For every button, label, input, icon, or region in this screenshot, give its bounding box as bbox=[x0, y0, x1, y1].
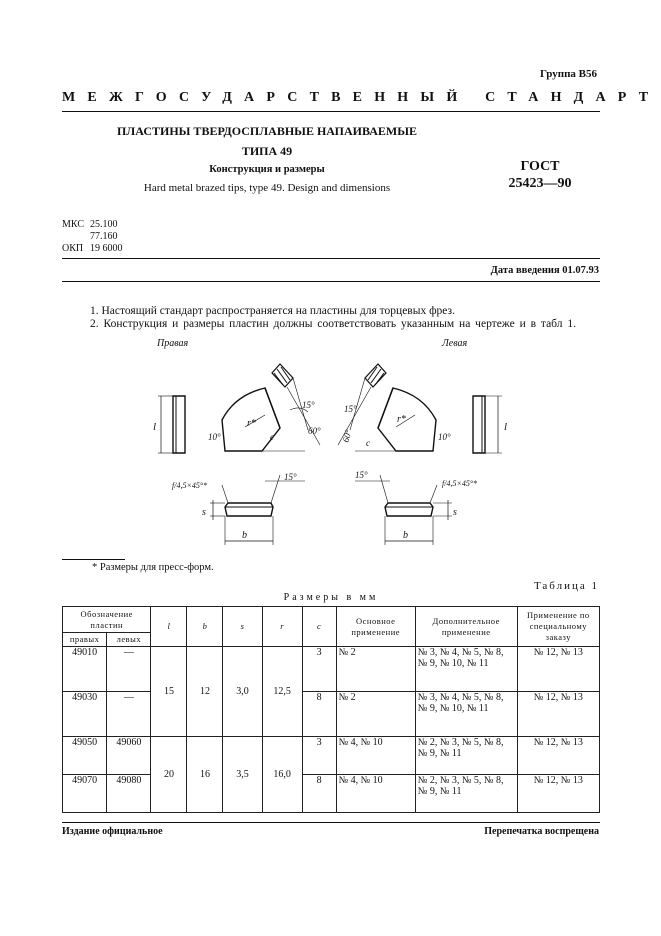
angle-10-left: 10° bbox=[438, 432, 451, 442]
cell-r: 12,5 bbox=[262, 647, 302, 737]
cell-b: 12 bbox=[187, 647, 223, 737]
header-extra: Дополнительное применение bbox=[415, 607, 517, 647]
cell-s: 3,5 bbox=[223, 737, 262, 813]
group-code: Группа В56 bbox=[539, 68, 597, 80]
right-insert-drawing bbox=[153, 364, 321, 545]
cell-c: 8 bbox=[302, 775, 336, 813]
mks-label: МКС bbox=[62, 219, 84, 230]
footnote: * Размеры для пресс-форм. bbox=[92, 562, 214, 573]
dimensions-table bbox=[62, 606, 600, 813]
angle-15-right-lower: 15° bbox=[284, 472, 297, 482]
table-row bbox=[63, 775, 600, 813]
dim-c-left: c bbox=[366, 438, 370, 448]
cell-c: 3 bbox=[302, 737, 336, 775]
mks-code-2: 77.160 bbox=[90, 231, 118, 242]
cell-right: 49010 bbox=[63, 647, 107, 692]
dim-l-right: l bbox=[153, 421, 157, 433]
footnote-rule bbox=[62, 559, 125, 560]
cell-c: 8 bbox=[302, 692, 336, 737]
cell-extra: № 2, № 3, № 5, № 8, № 9, № 11 bbox=[415, 775, 517, 813]
gost-code: 25423—90 bbox=[508, 176, 572, 191]
cell-b: 16 bbox=[187, 737, 223, 813]
chamfer-right: f/4,5×45°* bbox=[172, 481, 208, 490]
dim-c-right: c bbox=[270, 432, 274, 442]
header-r: r bbox=[262, 607, 302, 647]
doc-subtitle: Конструкция и размеры bbox=[209, 164, 325, 175]
table-row bbox=[63, 692, 600, 737]
cell-extra: № 3, № 4, № 5, № 8, № 9, № 10, № 11 bbox=[415, 647, 517, 692]
cell-main: № 4, № 10 bbox=[336, 737, 415, 775]
table-caption: Таблица 1 bbox=[533, 580, 599, 592]
effective-date bbox=[491, 265, 599, 276]
table-units: Размеры в мм bbox=[283, 592, 379, 603]
header-rule bbox=[62, 111, 600, 112]
footer-rule bbox=[62, 822, 600, 823]
date-value: 01.07.93 bbox=[562, 265, 599, 276]
date-underline bbox=[62, 281, 600, 282]
date-label: Дата введения bbox=[490, 265, 560, 276]
classification-codes bbox=[62, 219, 123, 255]
chamfer-left: f/4,5×45°* bbox=[442, 479, 478, 488]
reprint-prohibited: Перепечатка воспрещена bbox=[484, 826, 599, 837]
cell-c: 3 bbox=[302, 647, 336, 692]
gost-number bbox=[495, 158, 585, 192]
okp-label: ОКП bbox=[62, 243, 84, 254]
doc-title: ПЛАСТИНЫ ТВЕРДОСПЛАВНЫЕ НАПАИВАЕМЫЕ bbox=[116, 124, 418, 138]
cell-right: 49070 bbox=[63, 775, 107, 813]
cell-special: № 12, № 13 bbox=[517, 737, 599, 775]
header-main: Основное применение bbox=[336, 607, 415, 647]
angle-10-right: 10° bbox=[208, 432, 221, 442]
angle-15-left-lower: 15° bbox=[355, 470, 368, 480]
angle-15-right: 15° bbox=[302, 400, 315, 410]
cell-right: 49050 bbox=[63, 737, 107, 775]
cell-main: № 2 bbox=[336, 647, 415, 692]
cell-l: 20 bbox=[151, 737, 187, 813]
cell-extra: № 2, № 3, № 5, № 8, № 9, № 11 bbox=[415, 737, 517, 775]
header-left: левых bbox=[107, 633, 151, 647]
paragraph-1: 1. Настоящий стандарт распространяется на пластины для торцевых фрез. bbox=[90, 305, 455, 317]
dim-r-right: r* bbox=[247, 418, 256, 429]
left-insert-drawing bbox=[338, 364, 507, 545]
table-row bbox=[63, 647, 600, 692]
cell-right: 49030 bbox=[63, 692, 107, 737]
okp-code: 19 6000 bbox=[90, 243, 123, 254]
cell-left: — bbox=[107, 647, 151, 692]
cell-l: 15 bbox=[151, 647, 187, 737]
cell-s: 3,0 bbox=[223, 647, 262, 737]
mks-code-1: 25.100 bbox=[90, 219, 118, 230]
cell-r: 16,0 bbox=[262, 737, 302, 813]
header-s: s bbox=[223, 607, 262, 647]
angle-60-right: 60° bbox=[308, 426, 321, 436]
cell-special: № 12, № 13 bbox=[517, 775, 599, 813]
dim-l-left: l bbox=[504, 421, 508, 433]
doc-title-type: ТИПА 49 bbox=[241, 144, 293, 158]
cell-special: № 12, № 13 bbox=[517, 647, 599, 692]
doc-title-english: Hard metal brazed tips, type 49. Design and dimensions bbox=[143, 182, 391, 194]
cell-extra: № 3, № 4, № 5, № 8, № 9, № 10, № 11 bbox=[415, 692, 517, 737]
cell-special: № 12, № 13 bbox=[517, 692, 599, 737]
header-c: c bbox=[302, 607, 336, 647]
cell-main: № 4, № 10 bbox=[336, 775, 415, 813]
cell-left: 49080 bbox=[107, 775, 151, 813]
cell-left: — bbox=[107, 692, 151, 737]
official-edition: Издание официальное bbox=[62, 826, 163, 837]
header-special: Применение по специальному заказу bbox=[517, 607, 599, 647]
dim-s-left: s bbox=[453, 507, 457, 518]
date-rule bbox=[62, 258, 600, 259]
cell-main: № 2 bbox=[336, 692, 415, 737]
cell-left: 49060 bbox=[107, 737, 151, 775]
table-row bbox=[63, 737, 600, 775]
right-insert-label: Правая bbox=[157, 338, 189, 349]
left-insert-label: Левая bbox=[442, 338, 468, 349]
standard-banner: МЕЖГОСУДАРСТВЕННЫЙ СТАНДАРТ bbox=[62, 90, 661, 105]
insert-drawing bbox=[140, 350, 540, 550]
dim-s-right: s bbox=[202, 507, 206, 518]
angle-60-left: 60° bbox=[340, 428, 354, 444]
header-right: правых bbox=[63, 633, 107, 647]
dim-b-left: b bbox=[403, 530, 408, 541]
gost-label: ГОСТ bbox=[520, 159, 560, 174]
header-designation: Обозначение пластин bbox=[63, 607, 151, 633]
header-b: b bbox=[187, 607, 223, 647]
paragraph-2: 2. Конструкция и размеры пластин должны соответствовать указанным на чертеже и в табл 1. bbox=[90, 318, 576, 330]
angle-15-left: 15° bbox=[344, 404, 357, 414]
header-l: l bbox=[151, 607, 187, 647]
dim-r-left: r* bbox=[397, 414, 406, 425]
dim-b-right: b bbox=[242, 530, 247, 541]
